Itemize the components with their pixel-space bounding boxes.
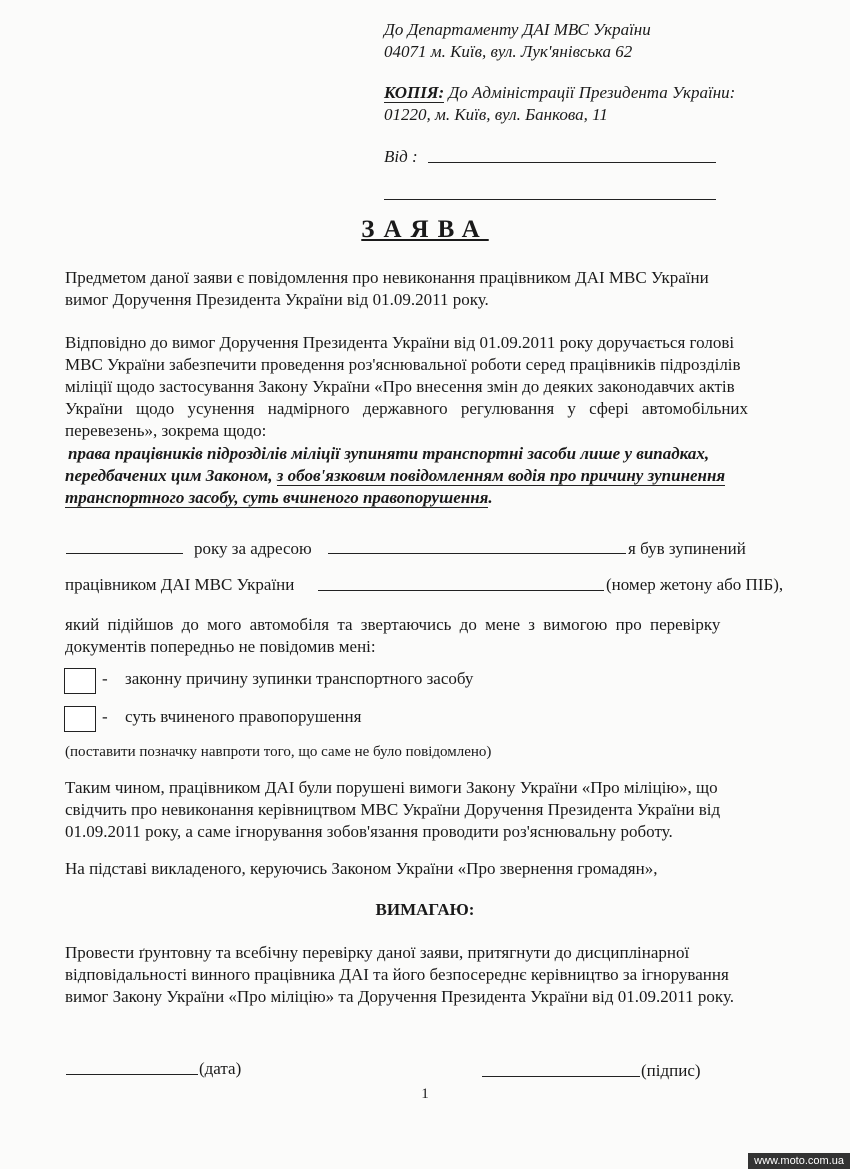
to-line-1: До Департаменту ДАІ МВС України [384,20,651,39]
p4-line-1: Таким чином, працівником ДАІ були порушені вимоги Закону України «Про міліцію», що [65,778,718,797]
from-blank-line[interactable] [428,162,716,163]
quote-period: . [488,488,493,507]
option-1-dash: - [102,669,108,688]
p2-line-5: перевезень», зокрема щодо: [65,421,267,440]
checkbox-offense[interactable] [64,706,96,732]
option-2-label: суть вчиненого правопорушення [125,707,362,726]
demand-line-1: Провести ґрунтовну та всебічну перевірку даної заяви, притягнути до дисциплінарної [65,943,690,962]
date-blank[interactable] [66,553,183,554]
quote-line-3 [65,487,493,509]
demand-heading: ВИМАГАЮ: [375,900,475,919]
option-1-label: законну причину зупинки транспортного засобу [125,669,474,688]
officer-blank[interactable] [318,590,604,591]
p5-line: На підставі викладеного, керуючись Законом України «Про звернення громадян», [65,859,658,878]
demand-line-2: відповідальності винного працівника ДАІ та його безпосереднє керівництво за ігнорування [65,965,729,984]
signature-blank[interactable] [482,1076,640,1077]
from-blank-line-2[interactable] [384,199,716,200]
p2-line-3: міліції щодо застосування Закону України «Про внесення змін до деяких законодавчих актів [65,377,735,396]
copy-text: До Адміністрації Президента України: [448,83,736,102]
page-title: ЗАЯВА [361,216,489,243]
date-label: (дата) [199,1059,242,1078]
address-blank[interactable] [328,553,626,554]
p3-line-1: який підійшов до мого автомобіля та звертаючись до мене з вимогою про перевірку [65,615,721,634]
from-label: Від : [384,147,418,166]
page-number: 1 [421,1086,429,1102]
quote-part-c: транспортного засобу, суть вчиненого правопорушення [65,488,489,507]
quote-line-2 [65,465,725,487]
p2-line-1: Відповідно до вимог Доручення Президента України від 01.09.2011 року доручається голові [65,333,735,352]
p1-line-1: Предметом даної заяви є повідомлення про невиконання працівником ДАІ МВС України [65,268,709,287]
site-watermark[interactable]: www.moto.com.ua [748,1153,850,1169]
checkbox-note: (поставити позначку навпроти того, що саме не було повідомлено) [65,744,492,760]
fill2-start-text: працівником ДАІ МВС України [65,575,295,594]
checkbox-reason[interactable] [64,668,96,694]
date-signature-blank[interactable] [66,1074,198,1075]
p4-line-3: 01.09.2011 року, а саме ігнорування зобов'язання проводити роз'яснювальну роботу. [65,822,673,841]
quote-line-1: права працівників підрозділів міліції зупиняти транспортні засоби лише у випадках, [68,444,710,463]
fill1-mid-text: року за адресою [194,539,312,558]
demand-line-3: вимог Закону України «Про міліцію» та Доручення Президента України від 01.09.2011 року. [65,987,734,1006]
fill1-end-text: я був зупинений [628,539,746,558]
p2-line-4: України щодо усунення надмірного державного регулювання у сфері автомобільних [65,399,749,418]
signature-label: (підпис) [641,1061,701,1080]
p4-line-2: свідчить про невиконання керівництвом МВС України Доручення Президента України від [65,800,721,819]
copy-label: КОПІЯ: [384,83,445,102]
fill2-end-text: (номер жетону або ПІБ), [606,575,784,594]
to-line-2: 04071 м. Київ, вул. Лук'янівська 62 [384,42,633,61]
option-2-dash: - [102,707,108,726]
quote-part-a: передбачених цим Законом, [65,466,277,485]
copy-line-1 [384,82,735,104]
copy-line-2: 01220, м. Київ, вул. Банкова, 11 [384,105,608,124]
p3-line-2: документів попередньо не повідомив мені: [65,637,376,656]
p2-line-2: МВС України забезпечити проведення роз'яснювальної роботи серед працівників підрозділів [65,355,741,374]
p1-line-2: вимог Доручення Президента України від 01.09.2011 року. [65,290,489,309]
quote-part-b: з обов'язковим повідомленням водія про причину зупинення [276,466,726,485]
